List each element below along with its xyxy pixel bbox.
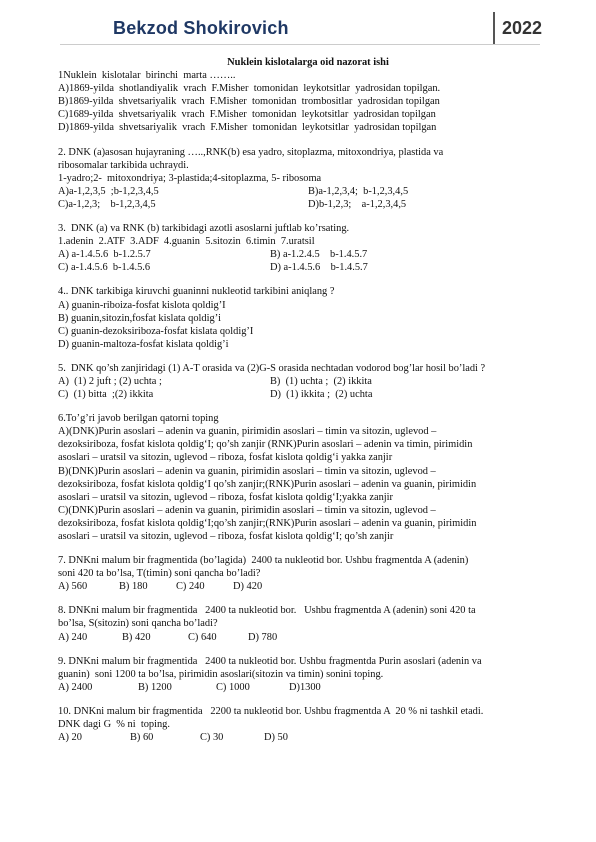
question-stem: 2. DNK (a)asosan hujayraning …..,RNK(b) esa yadro, sitoplazma, mitoxondriya, plastida va [58, 146, 444, 158]
option-b: B) a-1.2.4.5 b-1.4.5.7 [270, 249, 368, 261]
option-a: A) guanin-riboiza-fosfat kislota qoldig’I [58, 299, 226, 311]
question-stem: 8. DNKni malum bir fragmentida 2400 ta nukleotid bor. Ushbu fragmentda A (adenin) soni 420 ta [58, 605, 476, 617]
option-b: B)a-1,2,3,4; b-1,2,3,4,5 [308, 185, 409, 197]
option-c: C) (1) bitta ;(2) ikkita [58, 389, 154, 401]
option-a: A) 240 [58, 631, 88, 643]
option-d: D) (1) ikkita ; (2) uchta [270, 389, 373, 401]
option-line: A)(DNK)Purin asoslari – adenin va guanin, pirimidin asoslari – timin va sitozin, uglevod – [58, 426, 437, 438]
option-b: B) 1200 [138, 681, 172, 693]
question-stem: 5. DNK qo’sh zanjiridagi (1) A-T orasida va (2)G-S orasida nechtadan vodorod bog’lar hosil bo’ladi ? [58, 362, 486, 374]
option-a: A) 20 [58, 732, 82, 744]
question-stem: 9. DNKni malum bir fragmentida 2400 ta nukleotid bor. Ushbu fragmentda Purin asoslari (adenin va [58, 655, 482, 667]
option-line: dezoksiriboza, fosfat kislota qoldig‘I; qo’sh zanjir (RNK)Purin asoslari – adenin va timin, pirimidin [58, 439, 473, 451]
option-d: D) guanin-maltoza-fosfat kislata qoldig’i [58, 338, 229, 350]
option-b: B) 60 [130, 732, 154, 744]
option-c: C) 1000 [216, 681, 250, 693]
question-stem-cont: ribosomalar tarkibida uchraydi. [58, 159, 189, 171]
option-line: C)(DNK)Purin asoslari – adenin va guanin, pirimidin asoslari – timin va sitozin, uglevod – [58, 504, 436, 516]
option-d: D) 420 [233, 581, 263, 593]
option-d: D) 780 [248, 631, 278, 643]
question-1 [58, 69, 558, 134]
question-2 [58, 146, 558, 211]
question-5 [58, 362, 558, 401]
question-stem-cont: soni 420 ta bo’lsa, T(timin) soni qancha bo’ladi? [58, 568, 261, 580]
option-c: C) a-1.4.5.6 b-1.4.5.6 [58, 262, 151, 274]
question-4 [58, 285, 558, 350]
question-3 [58, 222, 558, 274]
option-c: C) 240 [176, 581, 205, 593]
option-a: A) 2400 [58, 681, 93, 693]
option-line: dezoksiriboza, fosfat kislota qoldig‘I qo’sh zanjir;(RNK)Purin asoslari – adenin va guanin, pirimidin [58, 478, 477, 490]
question-stem: 1Nuklein kislotalar birinchi marta …….. [58, 70, 236, 82]
option-d: D)1300 [289, 681, 321, 693]
option-a: A) a-1.4.5.6 b-1.2.5.7 [58, 249, 151, 261]
option-c: C) guanin-dezoksiriboza-fosfat kislata qoldig’I [58, 325, 254, 337]
question-9 [58, 655, 558, 694]
question-stem: 7. DNKni malum bir fragmentida (bo’lagida) 2400 ta nukleotid bor. Ushbu fragmentda A (adenin) [58, 555, 469, 567]
quiz-content [58, 56, 558, 744]
option-line: dezoksiriboza, fosfat kislota qoldig‘I;qo’sh zanjir;(RNK)Purin asoslari – adenin va guanin, pirimidin [58, 517, 477, 529]
option-b: B) guanin,sitozin,fosfat kislata qoldig’i [58, 312, 222, 324]
question-stem-cont: DNK dagi G % ni toping. [58, 719, 170, 731]
option-c: C) 640 [188, 631, 217, 643]
option-line: asoslari – uratsil va sitozin, uglevod – riboza, fosfat kislota qoldig‘I;yakka zanjir [58, 491, 394, 503]
option-b: B) 420 [122, 631, 151, 643]
option-c: C)1689-yilda shvetsariyalik vrach F.Misher tomonidan leykotsitlar yadrosidan topilgan [58, 109, 436, 121]
option-c: C) 30 [200, 732, 224, 744]
question-stem: 4.. DNK tarkibiga kiruvchi guaninni nukleotid tarkibini aniqlang ? [58, 286, 335, 298]
question-stem: 6.To’g’ri javob berilgan qatorni toping [58, 413, 219, 425]
question-stem: 10. DNKni malum bir fragmentida 2200 ta nukleotid bor. Ushbu fragmentda A 20 % ni tashkil etadi. [58, 705, 484, 717]
option-a: A)1869-yilda shotlandiyalik vrach F.Misher tomonidan leykotsitlar yadrosidan topilgan. [58, 83, 441, 95]
header-divider [493, 12, 495, 44]
header-year: 2022 [502, 18, 543, 38]
quiz-title: Nuklein kislotalarga oid nazorat ishi [227, 57, 389, 68]
question-stem: 3. DNK (a) va RNK (b) tarkibidagi azotli asoslarni juftlab ko’rsating. [58, 223, 350, 235]
option-a: A)a-1,2,3,5 ;b-1,2,3,4,5 [58, 185, 159, 197]
option-line: asoslari – uratsil va sitozin, uglevod – riboza, fosfat kislota qoldig‘i yakka zanjir [58, 452, 393, 464]
question-6 [58, 412, 558, 543]
question-legend: 1.adenin 2.ATF 3.ADF 4.guanin 5.sitozin 6.timin 7.uratsil [58, 236, 315, 248]
option-d: D) 50 [264, 732, 288, 744]
option-d: D) a-1.4.5.6 b-1.4.5.7 [270, 262, 368, 274]
option-a: A) 560 [58, 581, 88, 593]
question-stem-cont: bo’lsa, S(sitozin) soni qancha bo’ladi? [58, 618, 218, 630]
question-7 [58, 554, 558, 593]
question-10 [58, 705, 558, 744]
header-rule [60, 44, 540, 45]
option-a: A) (1) 2 juft ; (2) uchta ; [58, 375, 162, 387]
option-c: C)a-1,2,3; b-1,2,3,4,5 [58, 198, 156, 210]
header-author: Bekzod Shokirovich [113, 18, 289, 38]
question-legend: 1-yadro;2- mitoxondriya; 3-plastida;4-sitoplazma, 5- ribosoma [58, 172, 322, 184]
option-b: B) 180 [119, 581, 148, 593]
option-d: D)1869-yilda shvetsariyalik vrach F.Misher tomonidan leykotsitlar yadrosidan topilgan [58, 122, 437, 134]
question-8 [58, 604, 558, 643]
option-line: B)(DNK)Purin asoslari – adenin va guanin, pirimidin asoslari – timin va sitozin, uglevod – [58, 465, 436, 477]
option-d: D)b-1,2,3; a-1,2,3,4,5 [308, 198, 407, 210]
option-line: asoslari – uratsil va sitozin, uglevod – riboza, fosfat kislota qoldig‘I; qo’sh zanjir [58, 531, 394, 542]
question-stem-cont: guanin) soni 1200 ta bo’lsa, pirimidin asoslari(sitozin va timin) sonini toping. [58, 668, 384, 680]
option-b: B) (1) uchta ; (2) ikkita [270, 375, 372, 387]
option-b: B)1869-yilda shvetsariyalik vrach F.Misher tomonidan trombositlar yadrosidan topilgan [58, 96, 440, 108]
